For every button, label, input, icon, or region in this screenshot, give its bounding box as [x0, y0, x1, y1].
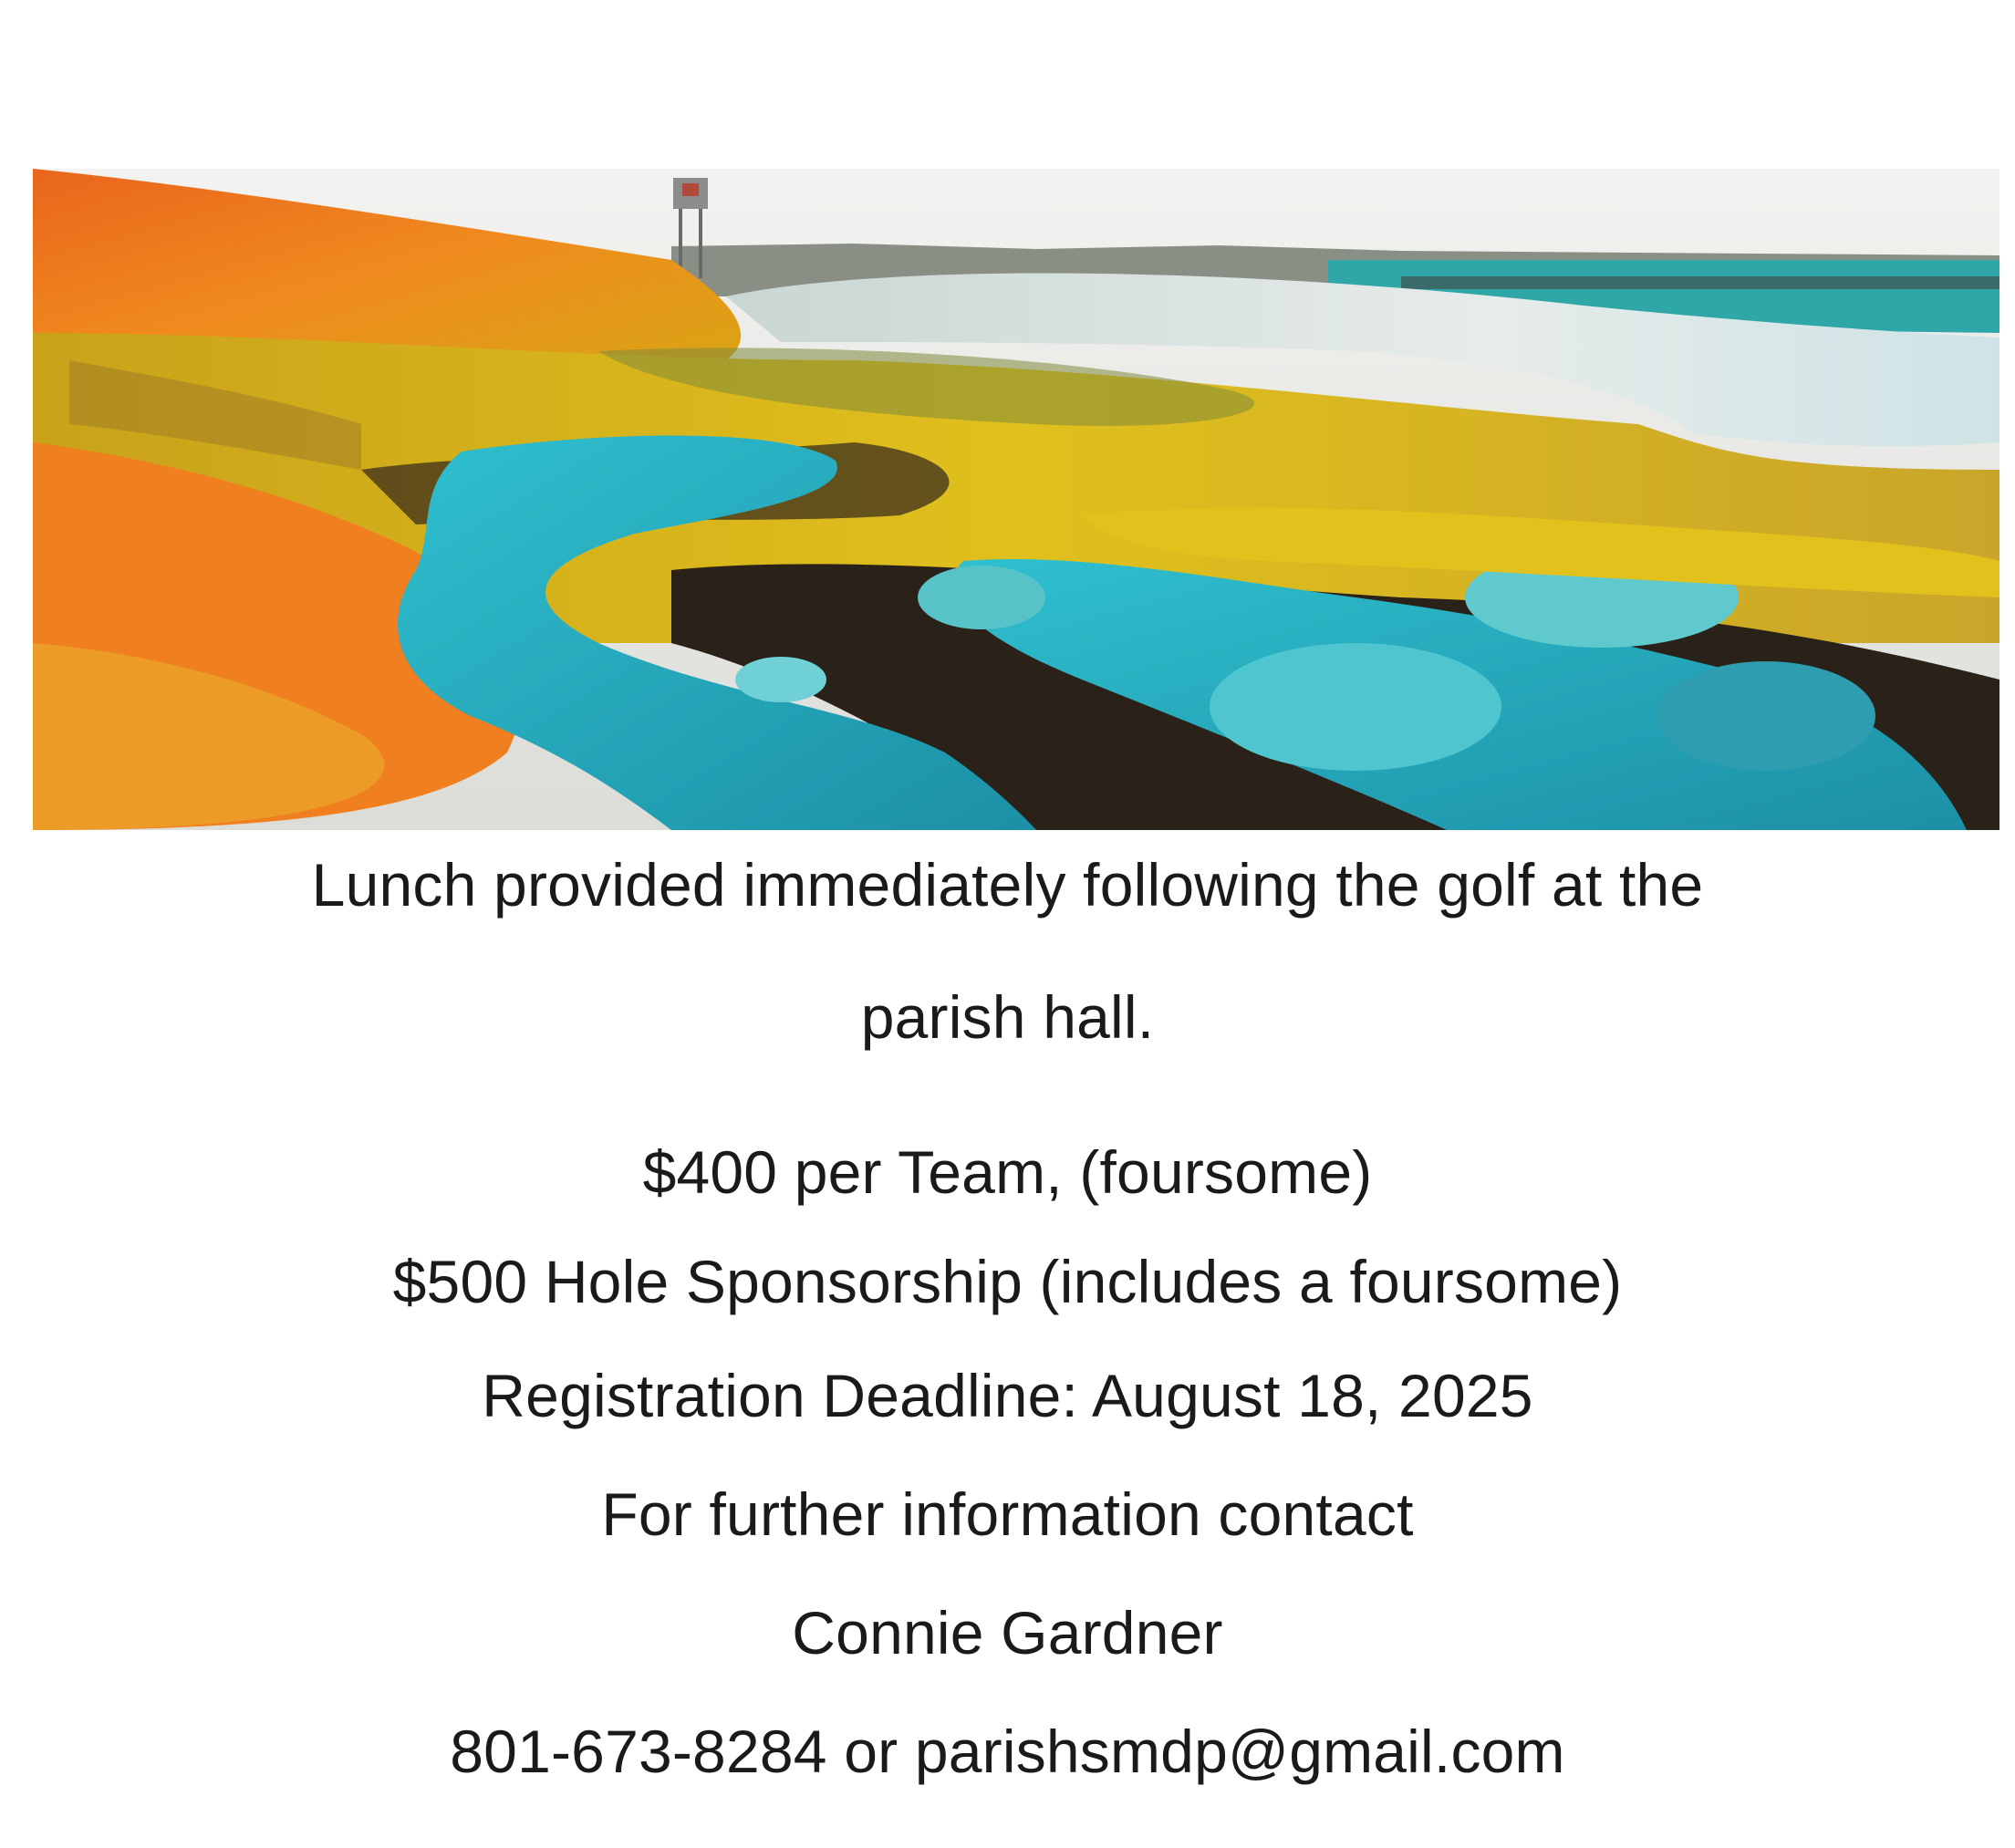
lunch-info-line-2: parish hall.: [860, 983, 1155, 1051]
registration-deadline: Registration Deadline: August 18, 2025: [482, 1362, 1533, 1429]
team-price: $400 per Team, (foursome): [642, 1138, 1373, 1206]
golf-course-landscape-photo: [33, 169, 1999, 830]
contact-details: 801-673-8284 or parishsmdp@gmail.com: [450, 1718, 1565, 1785]
contact-intro: For further information contact: [601, 1480, 1414, 1548]
lunch-info-line-1: Lunch provided immediately following the golf at the: [311, 851, 1704, 919]
hole-sponsorship-price: $500 Hole Sponsorship (includes a foursome): [392, 1248, 1623, 1315]
contact-name: Connie Gardner: [792, 1599, 1223, 1666]
